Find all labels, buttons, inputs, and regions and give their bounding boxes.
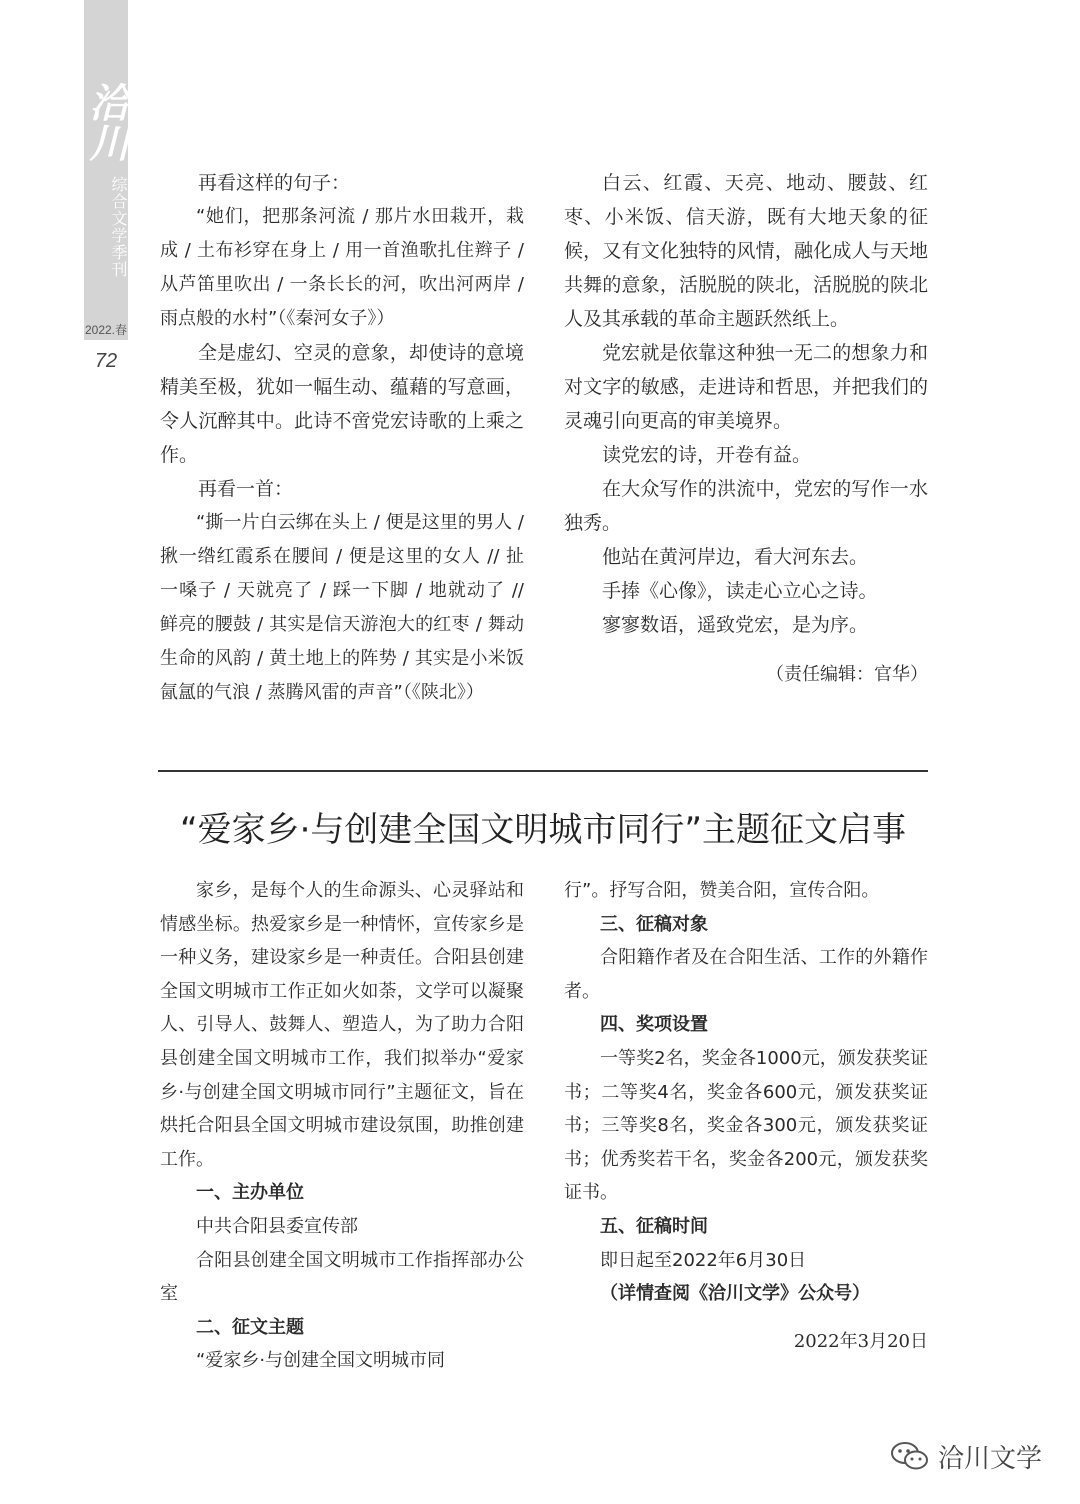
essay-paragraph: 手捧《心像》，读走心立心之诗。 [602, 580, 878, 602]
notice-heading: 一、主办单位 [196, 1182, 304, 1204]
notice-right-column [564, 874, 928, 1359]
essay-paragraph: 全是虚幻、空灵的意象，却使诗的意境精美至极，犹如一幅生动、蕴藉的写意画，令人沉醉其中。此诗不啻党宏诗歌的上乘之作。 [160, 342, 524, 466]
essay-paragraph: 再看这样的句子： [198, 172, 351, 194]
essay-left-column [160, 166, 524, 710]
notice-paragraph: 一等奖2名，奖金各1000元，颁发获奖证书；二等奖4名，奖金各600元，颁发获奖证书；三等奖8名，奖金各300元，颁发获奖证书；优秀奖若干名，奖金各200元，颁发获奖证书。 [564, 1047, 928, 1204]
magazine-title: 洽川 [83, 82, 130, 162]
sidebar-band [84, 0, 128, 340]
notice-heading: 四、奖项设置 [600, 1014, 708, 1036]
essay-paragraph: 寥寥数语，遥致党宏，是为序。 [602, 614, 869, 636]
editor-credit: （责任编辑：官华） [766, 664, 928, 685]
poem-quote: “她们，把那条河流 / 那片水田栽开，栽成 / 土布衫穿在身上 / 用一首渔歌扎住辫子 / 从芦笛里吹出 / 一条长长的河，吹出河两岸 / 雨点般的水村”（《秦河女子》） [160, 206, 524, 329]
watermark-text: 洽川文学 [938, 1443, 1043, 1474]
notice-paragraph: 合阳籍作者及在合阳生活、工作的外籍作者。 [564, 947, 928, 1002]
notice-paragraph: 即日起至2022年6月30日 [600, 1249, 807, 1271]
magazine-subtitle: 综合文学季刊 [109, 176, 128, 278]
notice-heading: 二、征文主题 [196, 1316, 304, 1338]
section-divider [158, 770, 928, 772]
notice-info-note: （详情查阅《洽川文学》公众号） [600, 1283, 870, 1305]
notice-paragraph: 家乡，是每个人的生命源头、心灵驿站和情感坐标。热爱家乡是一种情怀，宣传家乡是一种义务，建设家乡是一种责任。合阳县创建全国文明城市工作正如火如荼，文学可以凝聚人、引导人、鼓舞人、塑造人，为了助力合阳县创建全国文明城市工作，我们拟举办“爱家乡·与创建全国文明城市同行”主题征文，旨在烘托合阳县全国文明城市建设氛围，助推创建工作。 [160, 880, 524, 1170]
notice-heading: 三、征稿对象 [600, 913, 708, 935]
notice-paragraph: “爱家乡·与创建全国文明城市同 [196, 1350, 446, 1372]
essay-paragraph: 白云、红霞、天亮、地动、腰鼓、红枣、小米饭、信天游，既有大地天象的征候，又有文化独特的风情，融化成人与天地共舞的意象，活脱脱的陕北，活脱脱的陕北人及其承载的革命主题跃然纸上。 [564, 172, 928, 330]
notice-paragraph: 中共合阳县委宣传部 [196, 1215, 358, 1237]
notice-date: 2022年3月20日 [793, 1330, 928, 1352]
notice-title: “爱家乡·与创建全国文明城市同行”主题征文启事 [179, 810, 907, 850]
essay-paragraph: 读党宏的诗，开卷有益。 [602, 444, 812, 466]
wechat-icon [890, 1440, 930, 1472]
notice-heading: 五、征稿时间 [600, 1215, 708, 1237]
essay-paragraph: 再看一首： [198, 478, 294, 500]
page-number: 72 [94, 350, 118, 372]
notice-left-column [160, 874, 524, 1378]
notice-paragraph: 合阳县创建全国文明城市工作指挥部办公室 [160, 1249, 524, 1305]
essay-right-column [564, 166, 928, 692]
watermark [890, 1438, 1042, 1474]
essay-paragraph: 党宏就是依靠这种独一无二的想象力和对文字的敏感，走进诗和哲思，并把我们的灵魂引向更高的审美境界。 [564, 342, 928, 432]
essay-paragraph: 在大众写作的洪流中，党宏的写作一水独秀。 [564, 478, 928, 534]
issue-label: 2022.春 [84, 323, 128, 337]
notice-paragraph: 行”。抒写合阳，赞美合阳，宣传合阳。 [564, 880, 880, 901]
essay-paragraph: 他站在黄河岸边，看大河东去。 [602, 546, 869, 568]
poem-quote: “撕一片白云绑在头上 / 便是这里的男人 / 揪一绺红霞系在腰间 / 便是这里的女人 // 扯一嗓子 / 天就亮了 / 踩一下脚 / 地就动了 // 鲜亮的腰鼓 / 其实是信天游泡大的红枣 / 舞动生命的风韵 / 黄土地上的阵势 / 其实是小米饭氤氲的气浪 / 蒸腾风雷的声音”（《陕北》） [160, 512, 524, 703]
